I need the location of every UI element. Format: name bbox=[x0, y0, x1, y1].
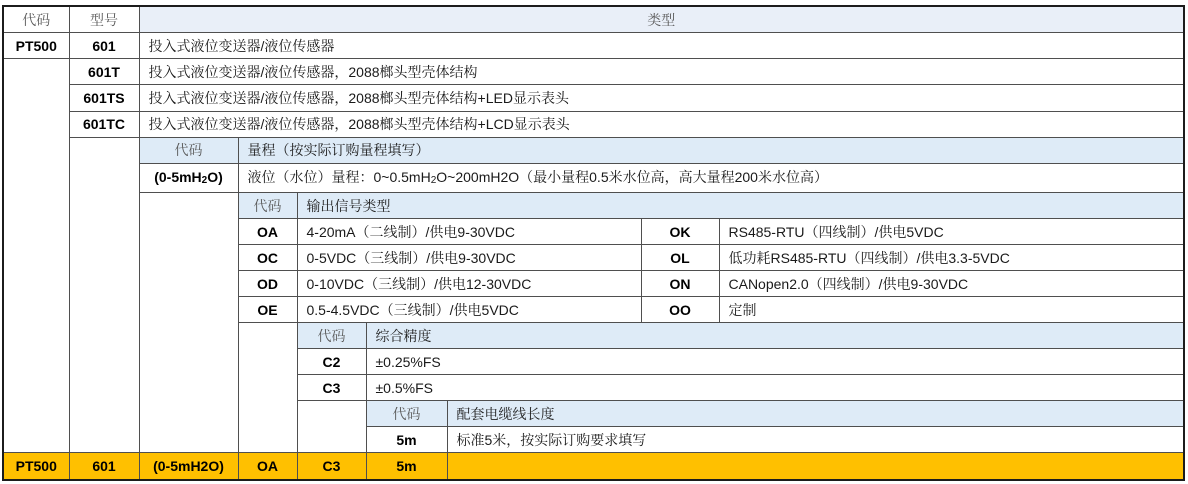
range-code bbox=[139, 163, 238, 193]
empty-output-column bbox=[238, 323, 297, 453]
output-desc-left: 4-20mA（二线制）/供电9-30VDC bbox=[297, 219, 641, 245]
model-row bbox=[3, 33, 1184, 59]
output-label-header: 输出信号类型 bbox=[297, 193, 1184, 219]
summary-empty-cell bbox=[447, 453, 1184, 480]
range-value-row bbox=[3, 163, 1184, 193]
output-desc-left: 0-5VDC（三线制）/供电9-30VDC bbox=[297, 245, 641, 271]
cable-code-header: 代码 bbox=[366, 401, 447, 427]
model-desc: 投入式液位变送器/液位传感器，2088榔头型壳体结构+LED显示表头 bbox=[139, 85, 1184, 111]
header-row bbox=[3, 6, 1184, 33]
output-code-right: OL bbox=[641, 245, 719, 271]
output-desc-left: 0.5-4.5VDC（三线制）/供电5VDC bbox=[297, 297, 641, 323]
header-model: 型号 bbox=[69, 6, 139, 33]
summary-range-code: (0-5mH2O) bbox=[139, 453, 238, 480]
ordering-table bbox=[2, 5, 1185, 481]
output-desc-right: 定制 bbox=[719, 297, 1184, 323]
model-desc: 投入式液位变送器/液位传感器，2088榔头型壳体结构 bbox=[139, 59, 1184, 85]
empty-model-column bbox=[69, 137, 139, 453]
accuracy-label-header: 综合精度 bbox=[366, 323, 1184, 349]
model-code: 601TC bbox=[69, 111, 139, 137]
range-code-subscript: 2 bbox=[201, 174, 208, 186]
output-code-right: ON bbox=[641, 271, 719, 297]
accuracy-desc: ±0.25%FS bbox=[366, 349, 1184, 375]
summary-cable-code: 5m bbox=[366, 453, 447, 480]
accuracy-desc: ±0.5%FS bbox=[366, 375, 1184, 401]
cable-label-header: 配套电缆线长度 bbox=[447, 401, 1184, 427]
output-code-header: 代码 bbox=[238, 193, 297, 219]
output-desc-left: 0-10VDC（三线制）/供电12-30VDC bbox=[297, 271, 641, 297]
cable-code: 5m bbox=[366, 427, 447, 453]
empty-accuracy-column bbox=[297, 401, 366, 453]
output-code-right: OK bbox=[641, 219, 719, 245]
header-code: 代码 bbox=[3, 6, 69, 33]
accuracy-code: C3 bbox=[297, 375, 366, 401]
range-desc-text: 液位（水位）量程：0~0.5mH bbox=[247, 168, 431, 185]
empty-series-column bbox=[3, 59, 69, 453]
model-row bbox=[3, 85, 1184, 111]
summary-output-code: OA bbox=[238, 453, 297, 480]
output-code-left: OD bbox=[238, 271, 297, 297]
model-code: 601 bbox=[69, 33, 139, 59]
model-row bbox=[3, 59, 1184, 85]
range-code-text: O) bbox=[207, 168, 223, 185]
header-type: 类型 bbox=[139, 6, 1184, 33]
output-desc-right: 低功耗RS485-RTU（四线制）/供电3.3-5VDC bbox=[719, 245, 1184, 271]
summary-row bbox=[3, 453, 1184, 480]
range-desc-subscript: 2 bbox=[430, 174, 437, 186]
output-desc-right: RS485-RTU（四线制）/供电5VDC bbox=[719, 219, 1184, 245]
accuracy-code-header: 代码 bbox=[297, 323, 366, 349]
accuracy-code: C2 bbox=[297, 349, 366, 375]
range-desc-text: O~200mH2O（最小量程0.5米水位高，高大量程200米水位高） bbox=[436, 168, 828, 185]
output-desc-right: CANopen2.0（四线制）/供电9-30VDC bbox=[719, 271, 1184, 297]
range-label-header: 量程（按实际订购量程填写） bbox=[238, 137, 1184, 163]
series-code: PT500 bbox=[3, 33, 69, 59]
model-code: 601T bbox=[69, 59, 139, 85]
range-code-text: (0-5mH bbox=[154, 168, 202, 185]
output-code-left: OA bbox=[238, 219, 297, 245]
summary-model-code: 601 bbox=[69, 453, 139, 480]
model-code: 601TS bbox=[69, 85, 139, 111]
output-header-row bbox=[3, 193, 1184, 219]
range-code-header: 代码 bbox=[139, 137, 238, 163]
summary-accuracy-code: C3 bbox=[297, 453, 366, 480]
output-code-left: OE bbox=[238, 297, 297, 323]
range-header-row bbox=[3, 137, 1184, 163]
output-code-left: OC bbox=[238, 245, 297, 271]
model-desc: 投入式液位变送器/液位传感器，2088榔头型壳体结构+LCD显示表头 bbox=[139, 111, 1184, 137]
model-desc: 投入式液位变送器/液位传感器 bbox=[139, 33, 1184, 59]
model-row bbox=[3, 111, 1184, 137]
range-desc bbox=[238, 163, 1184, 193]
empty-range-column bbox=[139, 193, 238, 453]
output-code-right: OO bbox=[641, 297, 719, 323]
cable-desc: 标准5米，按实际订购要求填写 bbox=[447, 427, 1184, 453]
summary-series-code: PT500 bbox=[3, 453, 69, 480]
